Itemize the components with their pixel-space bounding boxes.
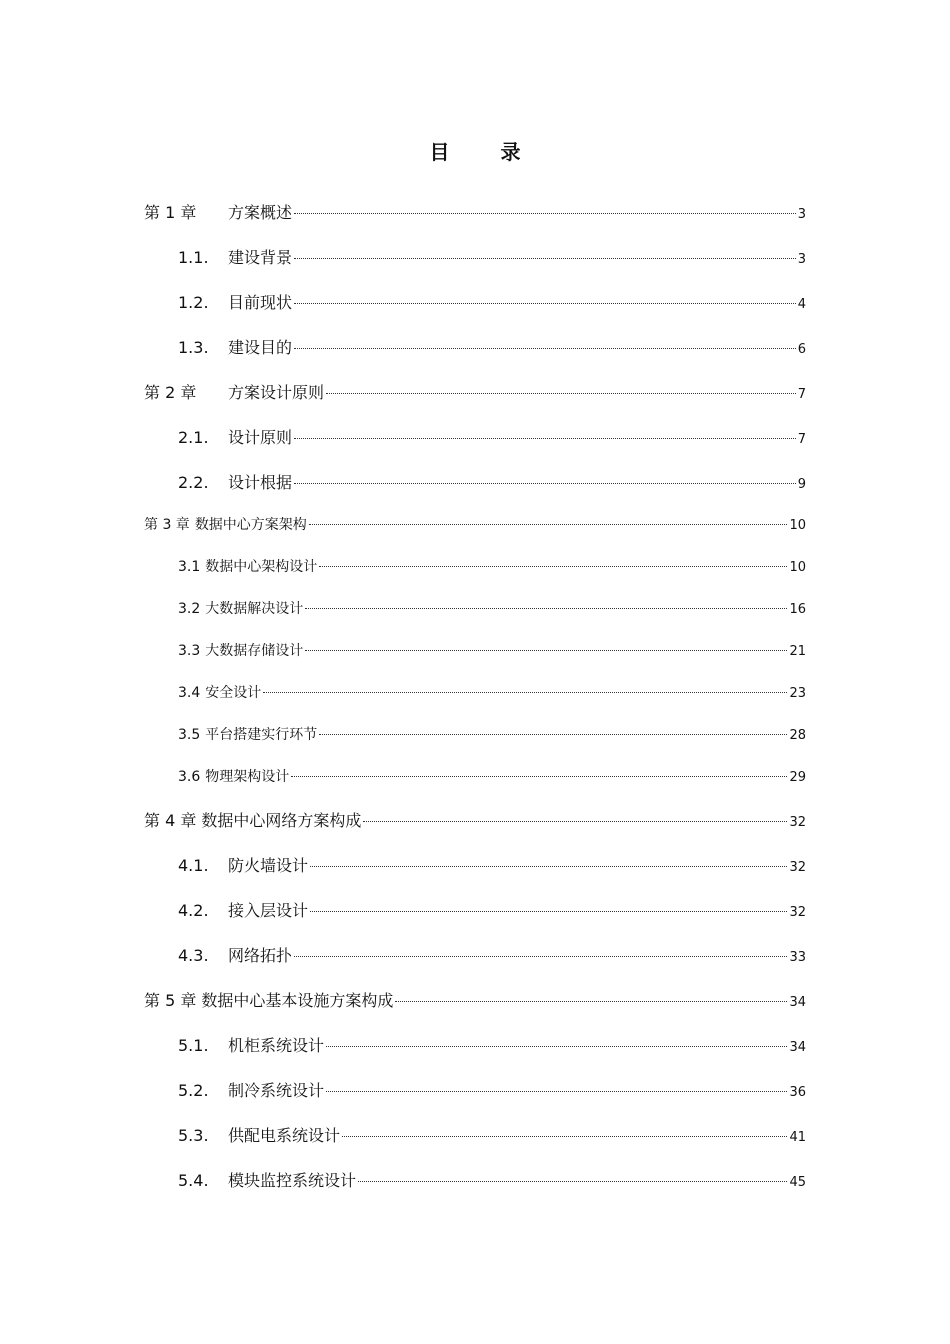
toc-dot-leader <box>310 911 787 912</box>
toc-entry-label: 模块监控系统设计 <box>228 1171 357 1190</box>
toc-entry-number: 4.3. <box>178 946 209 965</box>
toc-dot-leader <box>319 566 787 567</box>
toc-entry-number: 第 1 章 <box>144 203 197 222</box>
toc-entry-page: 36 <box>789 1085 806 1100</box>
toc-entry-number: 3.3 <box>178 643 201 659</box>
toc-entry-number: 第 5 章 <box>144 991 197 1010</box>
toc-dot-leader <box>294 483 796 484</box>
toc-dot-leader <box>326 1046 787 1047</box>
toc-entry-label: 方案概述 <box>228 203 293 222</box>
toc-entry-number: 3.5 <box>178 727 201 743</box>
toc-entry-number: 5.4. <box>178 1171 209 1190</box>
toc-entry-3-6[interactable] <box>178 766 806 786</box>
toc-entry-3-3[interactable] <box>178 640 806 660</box>
toc-entry-page: 34 <box>789 995 806 1010</box>
toc-entry-page: 16 <box>789 602 806 617</box>
toc-entry-label: 制冷系统设计 <box>228 1081 325 1100</box>
toc-entry-number: 3.6 <box>178 769 201 785</box>
toc-entry-page: 10 <box>789 560 806 575</box>
toc-entry-2-2[interactable] <box>178 470 806 493</box>
toc-entry-page: 21 <box>789 644 806 659</box>
toc-entry-chapter-2[interactable] <box>144 380 806 403</box>
toc-entry-label: 数据中心基本设施方案构成 <box>201 991 394 1010</box>
toc-entry-number: 2.1. <box>178 428 209 447</box>
toc-entry-page: 29 <box>789 770 806 785</box>
toc-dot-leader <box>326 393 796 394</box>
toc-entry-number: 1.2. <box>178 293 209 312</box>
toc-entry-page: 34 <box>789 1040 806 1055</box>
toc-entry-page: 41 <box>789 1130 806 1145</box>
toc-entry-5-1[interactable] <box>178 1033 806 1056</box>
toc-dot-leader <box>294 348 796 349</box>
toc-entry-label: 建设背景 <box>228 248 293 267</box>
toc-entry-5-4[interactable] <box>178 1168 806 1191</box>
toc-entry-label: 数据中心方案架构 <box>194 517 307 533</box>
toc-dot-leader <box>395 1001 787 1002</box>
toc-entry-chapter-5[interactable] <box>144 988 806 1011</box>
toc-dot-leader <box>309 524 788 525</box>
toc-entry-4-2[interactable] <box>178 898 806 921</box>
toc-dot-leader <box>342 1136 787 1137</box>
toc-entry-label: 目前现状 <box>228 293 293 312</box>
toc-entry-label: 大数据解决设计 <box>205 601 304 617</box>
toc-entry-label: 设计根据 <box>228 473 293 492</box>
toc-dot-leader <box>319 734 787 735</box>
toc-entry-chapter-4[interactable] <box>144 808 806 831</box>
toc-entry-3-4[interactable] <box>178 682 806 702</box>
toc-entry-page: 32 <box>789 815 806 830</box>
toc-entry-page: 6 <box>797 342 806 357</box>
toc-entry-chapter-1[interactable] <box>144 200 806 223</box>
toc-entry-page: 32 <box>789 860 806 875</box>
toc-dot-leader <box>294 213 796 214</box>
toc-entry-label: 供配电系统设计 <box>228 1126 341 1145</box>
toc-entry-page: 33 <box>789 950 806 965</box>
toc-entry-number: 4.2. <box>178 901 209 920</box>
toc-entry-page: 45 <box>789 1175 806 1190</box>
toc-entry-number: 第 4 章 <box>144 811 197 830</box>
toc-entry-number: 5.3. <box>178 1126 209 1145</box>
toc-entry-3-2[interactable] <box>178 598 806 618</box>
toc-entry-number: 3.2 <box>178 601 201 617</box>
toc-entry-page: 23 <box>789 686 806 701</box>
toc-entry-number: 2.2. <box>178 473 209 492</box>
toc-dot-leader <box>310 866 787 867</box>
page-title: 目 录 <box>429 140 543 164</box>
toc-entry-4-1[interactable] <box>178 853 806 876</box>
toc-entry-number: 3.1 <box>178 559 201 575</box>
toc-entry-chapter-3[interactable] <box>144 514 806 534</box>
toc-dot-leader <box>294 438 796 439</box>
toc-entry-1-2[interactable] <box>178 290 806 313</box>
toc-entry-page: 10 <box>789 518 806 533</box>
toc-entry-page: 3 <box>797 207 806 222</box>
toc-entry-number: 第 3 章 <box>144 517 190 533</box>
toc-dot-leader <box>294 303 796 304</box>
toc-entry-2-1[interactable] <box>178 425 806 448</box>
toc-entry-1-3[interactable] <box>178 335 806 358</box>
toc-entry-label: 数据中心网络方案构成 <box>201 811 362 830</box>
toc-entry-page: 7 <box>797 387 806 402</box>
toc-dot-leader <box>291 776 787 777</box>
toc-entry-3-5[interactable] <box>178 724 806 744</box>
toc-entry-label: 安全设计 <box>205 685 262 701</box>
toc-entry-number: 1.3. <box>178 338 209 357</box>
toc-entry-page: 9 <box>797 477 806 492</box>
toc-entry-label: 网络拓扑 <box>228 946 293 965</box>
toc-entry-page: 7 <box>797 432 806 447</box>
toc-entry-5-2[interactable] <box>178 1078 806 1101</box>
toc-entry-label: 机柜系统设计 <box>228 1036 325 1055</box>
toc-entry-4-3[interactable] <box>178 943 806 966</box>
toc-entry-label: 方案设计原则 <box>228 383 325 402</box>
toc-entry-number: 3.4 <box>178 685 201 701</box>
toc-entry-label: 接入层设计 <box>228 901 309 920</box>
toc-dot-leader <box>263 692 787 693</box>
toc-dot-leader <box>305 650 787 651</box>
toc-entry-3-1[interactable] <box>178 556 806 576</box>
toc-entry-label: 设计原则 <box>228 428 293 447</box>
toc-entry-page: 3 <box>797 252 806 267</box>
toc-dot-leader <box>326 1091 787 1092</box>
toc-entry-label: 建设目的 <box>228 338 293 357</box>
toc-entry-number: 4.1. <box>178 856 209 875</box>
toc-entry-number: 5.2. <box>178 1081 209 1100</box>
toc-dot-leader <box>363 821 787 822</box>
toc-entry-number: 1.1. <box>178 248 209 267</box>
toc-dot-leader <box>305 608 787 609</box>
toc-entry-page: 28 <box>789 728 806 743</box>
toc-dot-leader <box>294 258 796 259</box>
toc-entry-label: 防火墙设计 <box>228 856 309 875</box>
toc-dot-leader <box>358 1181 787 1182</box>
toc-entry-page: 4 <box>797 297 806 312</box>
toc-entry-page: 32 <box>789 905 806 920</box>
toc-entry-1-1[interactable] <box>178 245 806 268</box>
toc-entry-number: 第 2 章 <box>144 383 197 402</box>
toc-entry-label: 物理架构设计 <box>205 769 290 785</box>
toc-entry-label: 数据中心架构设计 <box>205 559 318 575</box>
toc-entry-label: 大数据存储设计 <box>205 643 304 659</box>
toc-dot-leader <box>294 956 787 957</box>
toc-entry-number: 5.1. <box>178 1036 209 1055</box>
toc-entry-5-3[interactable] <box>178 1123 806 1146</box>
toc-entry-label: 平台搭建实行环节 <box>205 727 318 743</box>
